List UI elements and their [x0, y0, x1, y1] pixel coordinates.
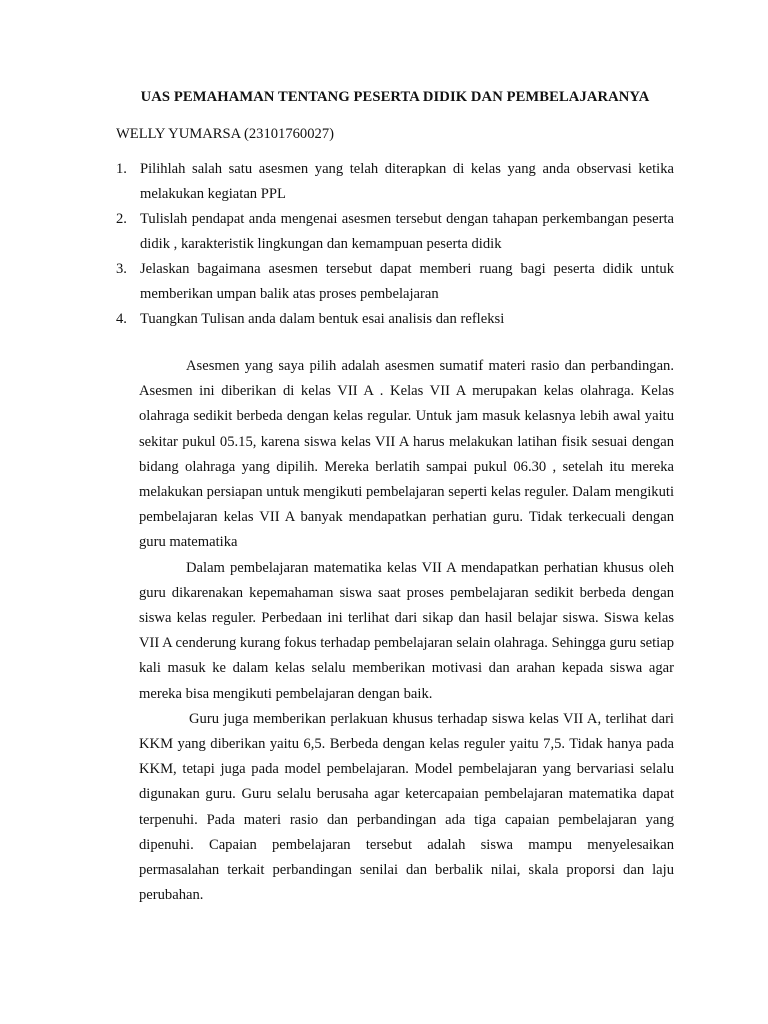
question-text: Tulislah pendapat anda mengenai asesmen tersebut dengan tahapan perkembangan peserta didik , karakteristik lingkungan dan kemampuan peserta didik [140, 211, 674, 252]
question-item [116, 207, 674, 257]
question-number: 3. [116, 261, 127, 277]
question-item [116, 257, 674, 307]
essay-paragraph: Dalam pembelajaran matematika kelas VII A mendapatkan perhatian khusus oleh guru dikarenakan kepemahaman siswa saat proses pembelajaran sedikit berbeda dengan siswa kelas reguler. Perbedaan ini terlihat dari sikap dan hasil belajar siswa. Siswa kelas VII A cenderung kurang fokus terhadap pembelajaran selain olahraga. Sehingga guru setiap kali masuk ke dalam kelas selalu memberikan motivasi dan arahan kepada siswa agar mereka bisa mengikuti pembelajaran dengan baik. [139, 559, 674, 702]
essay-paragraph: Asesmen yang saya pilih adalah asesmen sumatif materi rasio dan perbandingan. Asesmen ini diberikan di kelas VII A . Kelas VII A merupakan kelas olahraga. Kelas olahraga sedikit berbeda dengan kelas regular. Untuk jam masuk kelasnya lebih awal yaitu sekitar pukul 05.15, karena siswa kelas VII A harus melakukan latihan fisik sesuai dengan bidang olahraga yang dipilih. Mereka berlatih sampai pukul 06.30 , setelah itu mereka melakukan persiapan untuk mengikuti pembelajaran seperti kelas reguler. Dalam mengikuti pembelajaran kelas VII A banyak mendapatkan perhatian guru. Tidak terkecuali dengan guru matematika [139, 358, 674, 551]
question-item [116, 157, 674, 207]
question-text: Pilihlah salah satu asesmen yang telah diterapkan di kelas yang anda observasi ketika melakukan kegiatan PPL [140, 161, 674, 202]
question-item [116, 307, 674, 332]
question-text: Tuangkan Tulisan anda dalam bentuk esai analisis dan refleksi [140, 311, 505, 327]
question-number: 4. [116, 311, 127, 327]
question-number: 2. [116, 211, 127, 227]
question-list [116, 157, 674, 332]
question-text: Jelaskan bagaimana asesmen tersebut dapat memberi ruang bagi peserta didik untuk memberikan umpan balik atas proses pembelajaran [140, 261, 674, 302]
essay-body [139, 354, 674, 908]
essay-paragraph: Guru juga memberikan perlakuan khusus terhadap siswa kelas VII A, terlihat dari KKM yang diberikan yaitu 6,5. Berbeda dengan kelas reguler yaitu 7,5. Tidak hanya pada KKM, tetapi juga pada model pembelajaran. Model pembelajaran yang bervariasi selalu digunakan guru. Guru selalu berusaha agar ketercapaian pembelajaran matematika dapat terpenuhi. Pada materi rasio dan perbandingan ada tiga capaian pembelajaran yang dipenuhi. Capaian pembelajaran tersebut adalah siswa mampu menyelesaikan permasalahan terkait perbandingan senilai dan berbalik nilai, skala proporsi dan laju perubahan. [139, 710, 674, 904]
author-line: WELLY YUMARSA (23101760027) [116, 126, 334, 142]
document-title: UAS PEMAHAMAN TENTANG PESERTA DIDIK DAN PEMBELAJARANYA [140, 89, 650, 105]
question-number: 1. [116, 161, 127, 177]
